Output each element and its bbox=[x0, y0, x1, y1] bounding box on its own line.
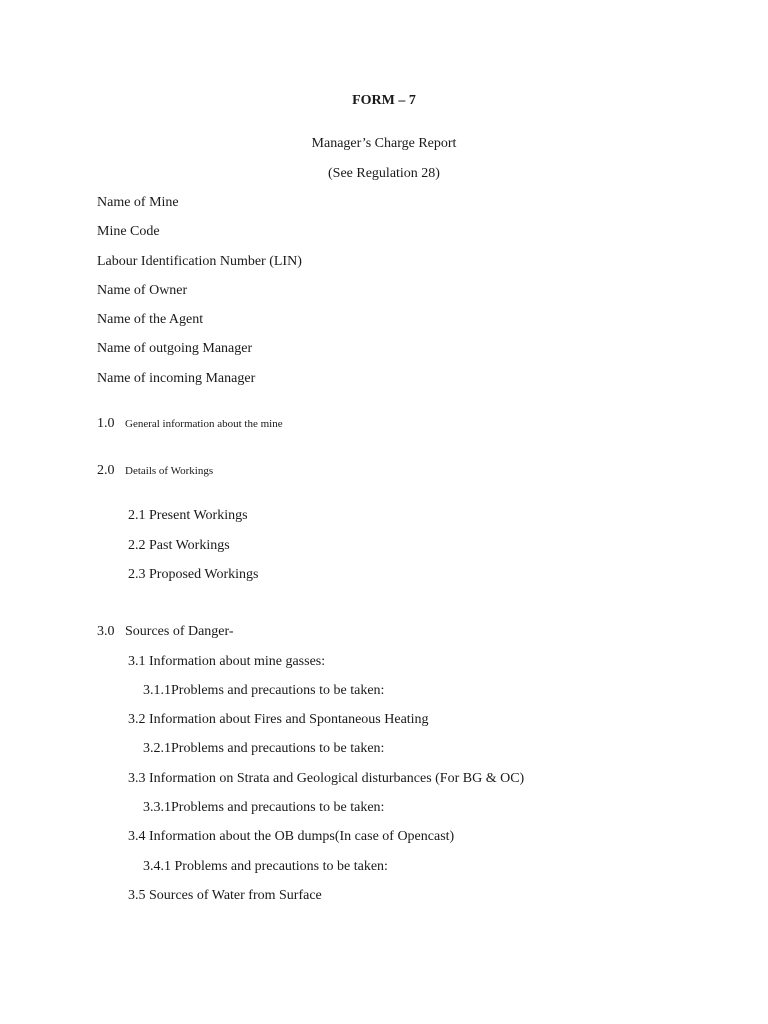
list-item: 2.2 Past Workings bbox=[128, 538, 230, 553]
section-3-heading bbox=[97, 624, 234, 640]
field-name-of-owner: Name of Owner bbox=[97, 283, 188, 298]
list-item: 3.2.1Problems and precautions to be taken: bbox=[143, 741, 385, 756]
list-item: 3.3.1Problems and precautions to be taken: bbox=[143, 800, 385, 815]
regulation-reference: (See Regulation 28) bbox=[328, 166, 440, 181]
section-2-heading bbox=[97, 463, 213, 479]
list-item: 3.5 Sources of Water from Surface bbox=[128, 888, 322, 903]
field-lin: Labour Identification Number (LIN) bbox=[97, 254, 302, 269]
section-number: 3.0 bbox=[97, 624, 115, 639]
field-name-of-mine: Name of Mine bbox=[97, 195, 179, 210]
list-item: 2.3 Proposed Workings bbox=[128, 567, 259, 582]
section-label: Details of Workings bbox=[125, 465, 214, 477]
section-number: 1.0 bbox=[97, 416, 115, 431]
section-label: Sources of Danger- bbox=[125, 624, 234, 639]
list-item: 3.3 Information on Strata and Geological disturbances (For BG & OC) bbox=[128, 771, 525, 786]
list-item: 3.4 Information about the OB dumps(In case of Opencast) bbox=[128, 829, 455, 844]
list-item: 2.1 Present Workings bbox=[128, 508, 248, 523]
form-title: FORM – 7 bbox=[352, 93, 416, 108]
form-subtitle: Manager’s Charge Report bbox=[311, 136, 457, 151]
section-label: General information about the mine bbox=[125, 418, 283, 430]
list-item: 3.2 Information about Fires and Spontaneous Heating bbox=[128, 712, 429, 727]
section-1-heading bbox=[97, 416, 283, 432]
field-name-of-agent: Name of the Agent bbox=[97, 312, 204, 327]
field-incoming-manager: Name of incoming Manager bbox=[97, 371, 256, 386]
list-item: 3.1 Information about mine gasses: bbox=[128, 654, 326, 669]
list-item: 3.1.1Problems and precautions to be taken: bbox=[143, 683, 385, 698]
field-mine-code: Mine Code bbox=[97, 224, 160, 239]
list-item: 3.4.1 Problems and precautions to be taken: bbox=[143, 859, 388, 874]
field-outgoing-manager: Name of outgoing Manager bbox=[97, 341, 253, 356]
section-number: 2.0 bbox=[97, 463, 115, 478]
